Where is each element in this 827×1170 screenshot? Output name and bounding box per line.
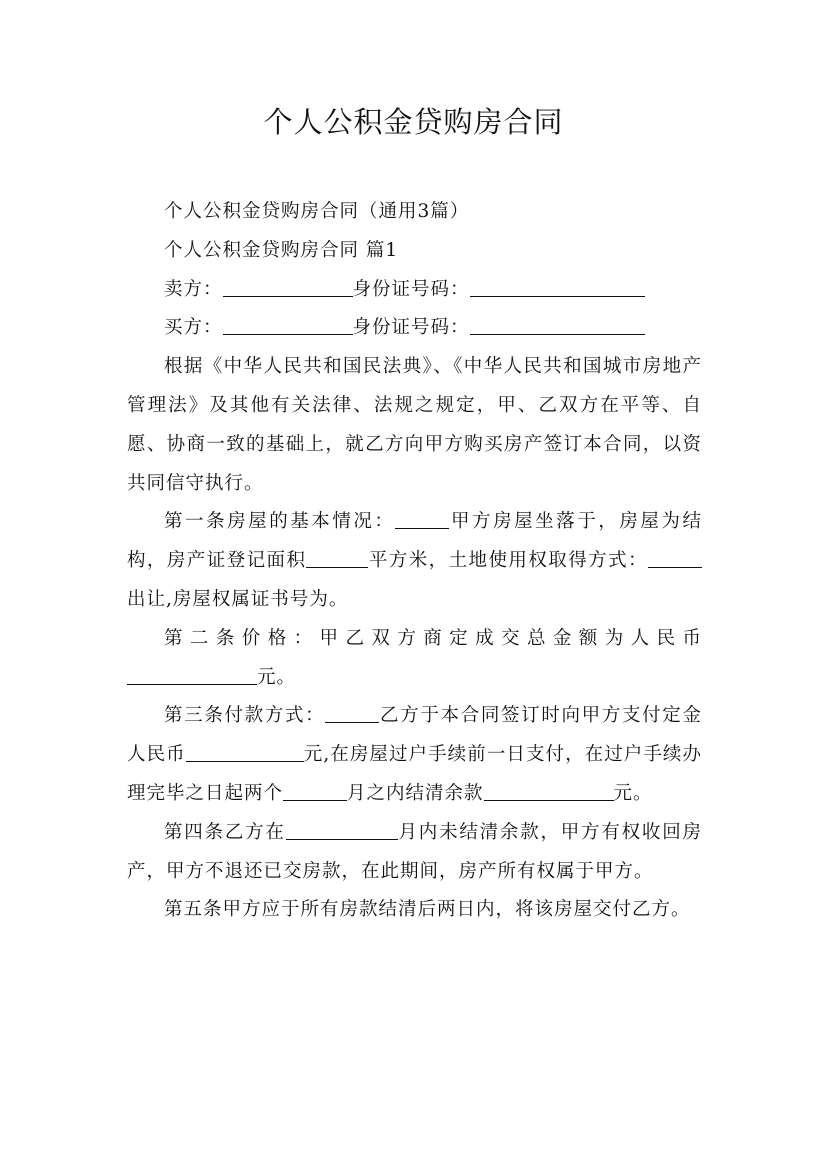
seller-id-label: 身份证号码： [352, 278, 470, 300]
article-2-text-a: 第二条价格：甲乙双方商定成交总金额为人民币 [164, 627, 702, 649]
buyer-label: 买方： [164, 317, 223, 339]
article-2-blank [127, 664, 257, 685]
article-1-blank-c [648, 547, 702, 568]
article-1-blank-a [395, 508, 449, 529]
seller-label: 卖方： [164, 278, 223, 300]
article-1-text-c: 平方米，土地使用权取得方式： [368, 550, 648, 572]
article-1-text-b: 甲方房屋坐落于，房屋为结构，房产证登记面积 [127, 511, 702, 572]
article-1-text-d: 出让,房屋权属证书号为。 [127, 588, 349, 610]
article-3-blank-a [325, 702, 379, 723]
buyer-name-blank [223, 314, 353, 335]
article-4-text-a: 第四条乙方在 [164, 821, 286, 843]
buyer-line [127, 309, 702, 348]
article-3 [127, 697, 702, 813]
document-body [127, 193, 702, 930]
article-3-text-a: 第三条付款方式： [164, 705, 326, 727]
article-4-text-b: 月内未结清余款，甲方有权收回房产，甲方不退还已交房款，在此期间，房产所有权属于甲方。 [127, 821, 702, 882]
article-1-text-a: 第一条房屋的基本情况： [164, 511, 396, 533]
seller-id-blank [470, 276, 645, 297]
article-3-blank-b [186, 741, 304, 762]
buyer-id-blank [470, 314, 645, 335]
article-3-text-d: 月之内结清余款 [347, 782, 484, 804]
document-subtitle: 个人公积金贷购房合同（通用3篇） [164, 201, 470, 222]
buyer-id-label: 身份证号码： [352, 317, 470, 339]
document-title: 个人公积金贷购房合同 [263, 105, 564, 139]
article-3-text-e: 元。 [613, 782, 653, 804]
article-2 [127, 620, 702, 698]
article-1 [127, 503, 702, 619]
article-3-text-b: 乙方于本合同签订时向甲方支付定金人民币 [127, 705, 702, 766]
article-5: 第五条甲方应于所有房款结清后两日内，将该房屋交付乙方。 [164, 899, 691, 921]
article-3-blank-c [283, 780, 347, 801]
article-4 [127, 814, 702, 892]
section-heading: 个人公积金贷购房合同 篇1 [164, 239, 399, 261]
article-3-blank-d [484, 780, 614, 801]
seller-name-blank [223, 276, 353, 297]
article-1-blank-b [306, 547, 368, 568]
seller-line [127, 271, 702, 310]
intro-paragraph: 根据《中华人民共和国民法典》、《中华人民共和国城市房地产管理法》及其他有关法律、法规之规定，甲、乙双方在平等、自愿、协商一致的基础上，就乙方向甲方购买房产签订本合同，以资共同信守执行。 [127, 356, 702, 494]
article-2-text-b: 元。 [257, 666, 297, 688]
article-4-blank [286, 819, 398, 840]
article-3-text-c: 元,在房屋过户手续前一日支付，在过户手续办理完毕之日起两个 [127, 744, 702, 804]
